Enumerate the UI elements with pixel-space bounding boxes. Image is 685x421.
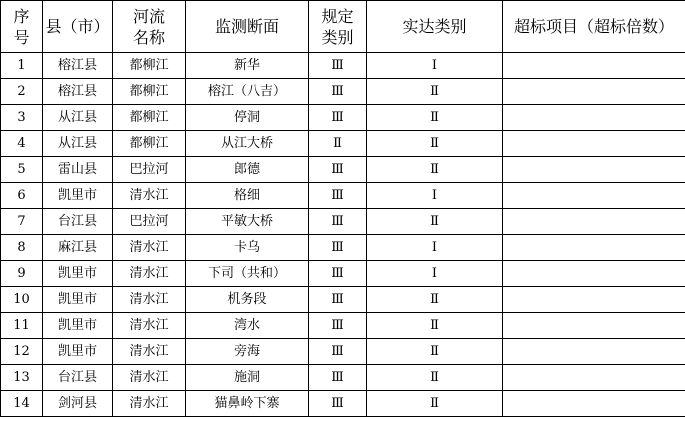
cell-actual-class: Ⅱ — [367, 131, 503, 157]
table-row — [1, 157, 685, 183]
cell-river: 清水江 — [113, 261, 186, 287]
cell-required-class: Ⅲ — [309, 157, 367, 183]
cell-required-class: Ⅲ — [309, 391, 367, 417]
cell-exceed — [503, 313, 685, 339]
cell-actual-class: Ⅰ — [367, 183, 503, 209]
cell-exceed — [503, 365, 685, 391]
cell-county: 凯里市 — [43, 313, 113, 339]
cell-required-class: Ⅲ — [309, 53, 367, 79]
cell-required-class: Ⅲ — [309, 261, 367, 287]
cell-county: 凯里市 — [43, 339, 113, 365]
table-row — [1, 53, 685, 79]
cell-actual-class: Ⅰ — [367, 235, 503, 261]
cell-section: 从江大桥 — [186, 131, 309, 157]
cell-river: 巴拉河 — [113, 157, 186, 183]
cell-section: 格细 — [186, 183, 309, 209]
table-row — [1, 313, 685, 339]
header-actual-class: 实达类别 — [367, 1, 503, 53]
table-row — [1, 261, 685, 287]
cell-seq: 11 — [1, 313, 43, 339]
cell-actual-class: Ⅱ — [367, 105, 503, 131]
cell-required-class: Ⅲ — [309, 183, 367, 209]
cell-required-class: Ⅲ — [309, 313, 367, 339]
cell-section: 卡乌 — [186, 235, 309, 261]
cell-exceed — [503, 131, 685, 157]
cell-seq: 12 — [1, 339, 43, 365]
table-row — [1, 105, 685, 131]
cell-river: 清水江 — [113, 391, 186, 417]
table-row — [1, 287, 685, 313]
header-required-line2: 类别 — [321, 27, 354, 47]
table-row — [1, 391, 685, 417]
header-exceed: 超标项目（超标倍数） — [503, 1, 685, 53]
cell-seq: 3 — [1, 105, 43, 131]
header-section: 监测断面 — [186, 1, 309, 53]
cell-county: 从江县 — [43, 105, 113, 131]
header-required-line1: 规定 — [321, 6, 354, 26]
header-seq-line2: 号 — [13, 27, 30, 47]
cell-river: 都柳江 — [113, 105, 186, 131]
cell-county: 榕江县 — [43, 79, 113, 105]
cell-river: 都柳江 — [113, 131, 186, 157]
table-row — [1, 183, 685, 209]
cell-exceed — [503, 183, 685, 209]
cell-required-class: Ⅱ — [309, 131, 367, 157]
cell-section: 猫鼻岭下寨 — [186, 391, 309, 417]
cell-exceed — [503, 157, 685, 183]
cell-section: 郎德 — [186, 157, 309, 183]
cell-exceed — [503, 235, 685, 261]
cell-section: 榕江（八吉） — [186, 79, 309, 105]
cell-county: 凯里市 — [43, 261, 113, 287]
cell-required-class: Ⅲ — [309, 235, 367, 261]
cell-actual-class: Ⅱ — [367, 79, 503, 105]
cell-section: 湾水 — [186, 313, 309, 339]
cell-county: 从江县 — [43, 131, 113, 157]
cell-seq: 14 — [1, 391, 43, 417]
cell-exceed — [503, 339, 685, 365]
cell-actual-class: Ⅱ — [367, 339, 503, 365]
cell-river: 都柳江 — [113, 53, 186, 79]
cell-actual-class: Ⅱ — [367, 313, 503, 339]
cell-county: 台江县 — [43, 365, 113, 391]
cell-county: 雷山县 — [43, 157, 113, 183]
cell-required-class: Ⅲ — [309, 287, 367, 313]
cell-seq: 5 — [1, 157, 43, 183]
cell-seq: 2 — [1, 79, 43, 105]
cell-exceed — [503, 209, 685, 235]
cell-seq: 13 — [1, 365, 43, 391]
cell-section: 新华 — [186, 53, 309, 79]
cell-section: 平敏大桥 — [186, 209, 309, 235]
cell-county: 榕江县 — [43, 53, 113, 79]
table-row — [1, 209, 685, 235]
cell-actual-class: Ⅱ — [367, 209, 503, 235]
cell-exceed — [503, 391, 685, 417]
header-river-line2: 名称 — [132, 27, 165, 47]
cell-river: 清水江 — [113, 313, 186, 339]
cell-seq: 1 — [1, 53, 43, 79]
header-seq — [1, 1, 43, 53]
cell-actual-class: Ⅰ — [367, 261, 503, 287]
cell-section: 机务段 — [186, 287, 309, 313]
cell-seq: 9 — [1, 261, 43, 287]
cell-required-class: Ⅲ — [309, 105, 367, 131]
cell-required-class: Ⅲ — [309, 79, 367, 105]
header-river-line1: 河流 — [132, 6, 165, 26]
cell-section: 下司（共和） — [186, 261, 309, 287]
cell-seq: 7 — [1, 209, 43, 235]
cell-actual-class: Ⅱ — [367, 287, 503, 313]
table-row — [1, 365, 685, 391]
table-row — [1, 79, 685, 105]
cell-exceed — [503, 79, 685, 105]
cell-exceed — [503, 105, 685, 131]
cell-county: 剑河县 — [43, 391, 113, 417]
header-county: 县（市） — [43, 1, 113, 53]
cell-county: 凯里市 — [43, 183, 113, 209]
table-row — [1, 235, 685, 261]
cell-river: 巴拉河 — [113, 209, 186, 235]
header-river — [113, 1, 186, 53]
table-row — [1, 131, 685, 157]
cell-section: 施洞 — [186, 365, 309, 391]
cell-exceed — [503, 261, 685, 287]
cell-section: 旁海 — [186, 339, 309, 365]
cell-actual-class: Ⅱ — [367, 391, 503, 417]
table-row — [1, 339, 685, 365]
cell-seq: 10 — [1, 287, 43, 313]
cell-actual-class: Ⅱ — [367, 157, 503, 183]
cell-required-class: Ⅲ — [309, 339, 367, 365]
header-required-class — [309, 1, 367, 53]
cell-actual-class: Ⅰ — [367, 53, 503, 79]
header-row — [1, 1, 685, 53]
table-body — [1, 53, 685, 417]
cell-section: 停洞 — [186, 105, 309, 131]
cell-seq: 8 — [1, 235, 43, 261]
cell-actual-class: Ⅱ — [367, 365, 503, 391]
cell-river: 都柳江 — [113, 79, 186, 105]
cell-required-class: Ⅲ — [309, 209, 367, 235]
cell-seq: 4 — [1, 131, 43, 157]
cell-county: 台江县 — [43, 209, 113, 235]
cell-county: 凯里市 — [43, 287, 113, 313]
cell-river: 清水江 — [113, 183, 186, 209]
cell-river: 清水江 — [113, 365, 186, 391]
header-seq-line1: 序 — [13, 6, 30, 26]
cell-seq: 6 — [1, 183, 43, 209]
cell-river: 清水江 — [113, 235, 186, 261]
cell-river: 清水江 — [113, 287, 186, 313]
cell-required-class: Ⅲ — [309, 365, 367, 391]
cell-exceed — [503, 287, 685, 313]
cell-county: 麻江县 — [43, 235, 113, 261]
cell-river: 清水江 — [113, 339, 186, 365]
cell-exceed — [503, 53, 685, 79]
